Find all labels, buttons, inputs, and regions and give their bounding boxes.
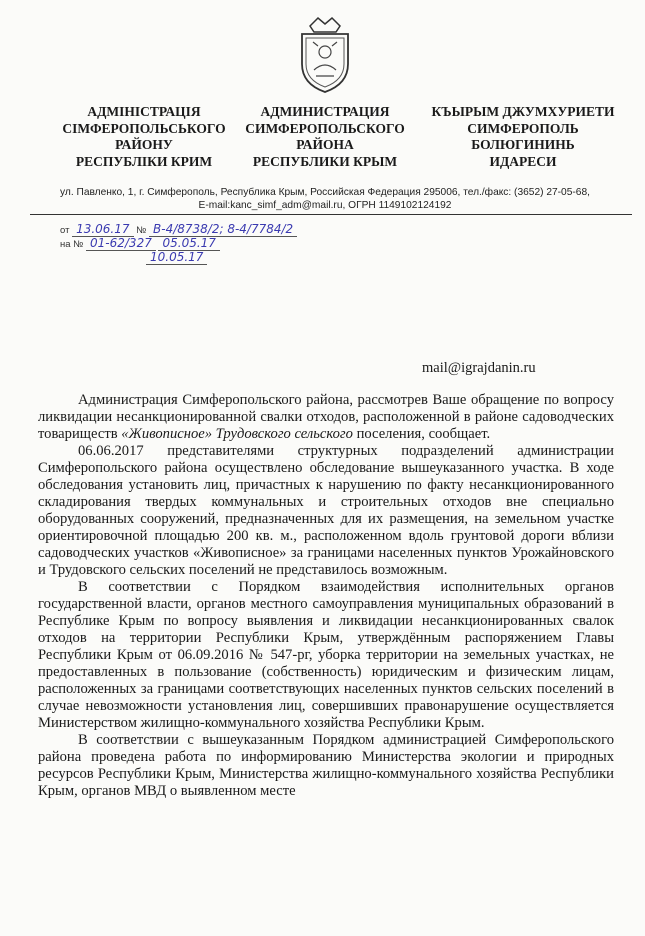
in-reply-date-second: 10.05.17: [146, 250, 207, 265]
address-block: [20, 186, 630, 212]
outgoing-reference: [60, 222, 297, 237]
in-reply-date: 05.05.17: [158, 236, 219, 251]
header-left-line: АДМІНІСТРАЦІЯ: [87, 104, 201, 119]
in-reply-label: на №: [60, 239, 84, 250]
paragraph-4: В соответствии с вышеуказанным Порядком администрацией Симферопольского района проведена работа по информированию Министерства экологии и природных ресурсов Республики Крым, Министерства жилищно-коммунального хозяйства Республики Крым, органов МВД о выявленном месте: [38, 732, 614, 799]
paragraph-2: 06.06.2017 представителями структурных подразделений администрации Симферопольского района осуществлено обследование вышеуказанного участка. В ходе обследования установить лиц, причастных к нарушению по факту несанкционированного складирования твердых коммунальных и строительных отходов вне специально оборудованных сооружений, предназначенных для их размещения, на земельном участке ориентировочной площадью 200 кв. м., расположенном вдоль грунтовой дороги вблизи садоводческих участков «Живописное» за границами населенных пунктов Урожайновского и Трудовского сельских поселений не представилось возможным.: [38, 443, 614, 578]
header-right-line: КЪЫРЫМ ДЖУМХУРИЕТИ: [431, 104, 615, 119]
header-left-line: РАЙОНУ: [115, 137, 173, 152]
paragraph-1: [38, 392, 614, 443]
number-label: №: [136, 225, 147, 236]
coat-of-arms-emblem: [296, 12, 354, 94]
address-email-line: E-mail:kanc_simf_adm@mail.ru, ОГРН 1149102124192: [198, 200, 452, 211]
recipient-email: mail@igrajdanin.ru: [422, 360, 536, 376]
header-mid-line: СИМФЕРОПОЛЬСКОГО: [245, 120, 405, 136]
header-mid-line: АДМИНИСТРАЦИЯ: [260, 104, 390, 119]
header-divider: [30, 214, 632, 215]
paragraph-3: В соответствии с Порядком взаимодействия исполнительных органов государственной власти, органов местного самоуправления муниципальных образований в Республике Крым по вопросу выявления и ликвидации несанкционированных свалок отходов на территории Республики Крым, утверждённым распоряжением Главы Республики Крым от 06.09.2016 № 547-рг, уборка территории на земельных участках, не предоставленных в пользование (собственность) юридическим и физическим лицам, расположенных за границами соответствующих населенных пунктов сельских поселений в случае невозможности установления лиц, совершивших правонарушение осуществляется Министерством жилищно-коммунального хозяйства Республики Крым.: [38, 579, 614, 731]
from-date: 13.06.17: [72, 222, 133, 237]
letter-body: [38, 392, 614, 800]
header-crimean-tatar: [418, 104, 628, 170]
paragraph-1-end: поселения, сообщает.: [352, 426, 491, 442]
incoming-reference-date2: [146, 250, 207, 265]
header-ukrainian: [44, 104, 244, 170]
paragraph-1-start: Администрация Симферопольского района, рассмотрев Ваше обращение по вопросу ликвидации несанкционированной свалки отходов, расположенной в районе садоводческих товариществ: [38, 392, 614, 442]
paragraph-1-italic: «Живописное» Трудовского сельского: [121, 426, 353, 442]
in-reply-number: 01-62/327: [86, 236, 156, 251]
header-left-line: СІМФЕРОПОЛЬСЬКОГО: [62, 120, 226, 136]
header-right-line: СИМФЕРОПОЛЬ: [467, 120, 579, 136]
address-line: ул. Павленко, 1, г. Симферополь, Республика Крым, Российская Федерация 295006, тел./факс: (3652) 27-05-68,: [60, 187, 590, 198]
header-left-line: РЕСПУБЛІКИ КРИМ: [75, 153, 213, 169]
outgoing-number: В-4/8738/2; 8-4/7784/2: [149, 222, 297, 237]
header-mid-line: РЕСПУБЛИКИ КРЫМ: [252, 153, 398, 169]
header-russian: [240, 104, 410, 170]
header-right-line: ИДАРЕСИ: [489, 153, 557, 169]
from-label: от: [60, 225, 70, 236]
header-right-line: БОЛЮГИНИНЬ: [471, 137, 575, 152]
incoming-reference: [60, 236, 220, 251]
header-mid-line: РАЙОНА: [296, 137, 354, 152]
